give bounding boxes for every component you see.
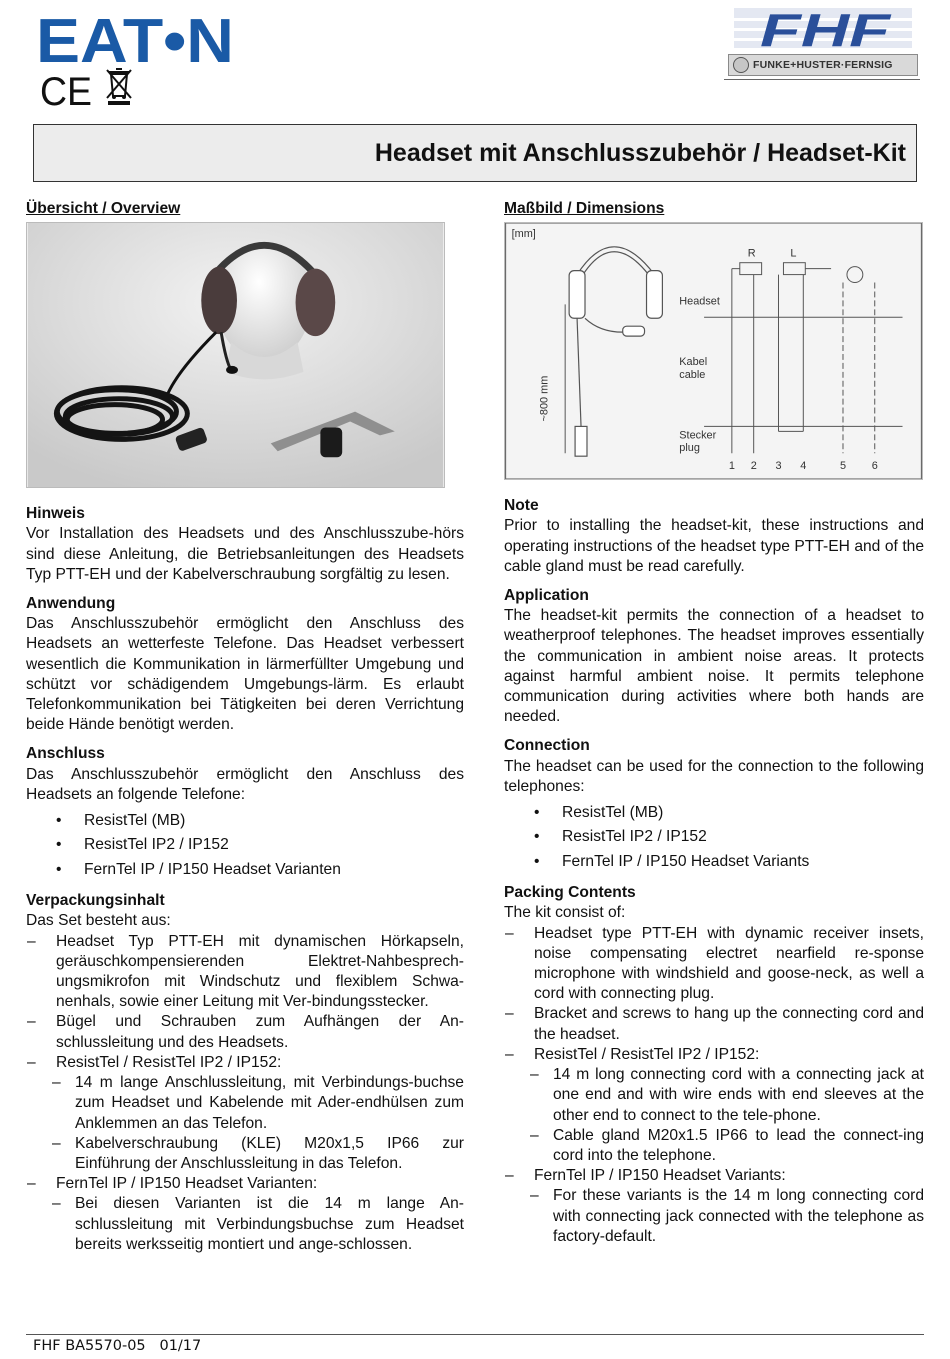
packing-item-text: FernTel IP / IP150 Headset Variants: <box>534 1167 786 1185</box>
fhf-logo-text: FHF <box>760 6 893 52</box>
packing-item-text: Bracket and screws to hang up the connecting cord and the headset. <box>534 1005 924 1043</box>
packing-sublist <box>51 1194 464 1255</box>
ce-mark-icon <box>40 72 96 108</box>
packing-item-text: Bügel und Schrauben zum Aufhängen der An-schlussleitung und des Headsets. <box>56 1013 464 1051</box>
connection-list-en <box>504 801 924 874</box>
packing-title: Verpackungsinhalt <box>26 892 165 910</box>
headset-label: Headset <box>679 295 720 308</box>
list-item <box>504 1045 924 1166</box>
cable-label: cable <box>679 368 706 381</box>
list-item <box>504 924 924 1005</box>
overview-title: Übersicht / Overview <box>26 200 181 217</box>
dimension-drawing <box>504 222 923 480</box>
headset-product-photo <box>26 222 445 488</box>
hint-title: Hinweis <box>26 505 85 523</box>
pin-label: 1 <box>728 460 735 473</box>
kabel-label: Kabel <box>679 355 708 368</box>
pin-label: 5 <box>840 460 847 473</box>
list-item: – For these variants is the 14 m long connecting cord with connecting jack connected with the telephone as factory-default. <box>529 1186 924 1247</box>
packing-item-text: Headset Typ PTT-EH mit dynamischen Hörkapseln, geräuschkompensierenden Elektret-Nahbesprech-ungsmikrofon mit Windschutz und flexiblem Schwa-nenhals, sowie einer Leitung mit Ver-bindungsstecker. <box>56 932 464 1011</box>
list-item: – 14 m lange Anschlussleitung, mit Verbindungs-buchse zum Headset und Kabelende mit Ader-endhülsen zum Anklemmen an das Telefon. <box>51 1073 464 1134</box>
pin-label: 4 <box>800 460 807 473</box>
packing-list <box>26 932 464 1255</box>
list-item: – Kabelverschraubung (KLE) M20x1,5 IP66 zur Einführung der Anschlussleitung in das Telefon. <box>51 1134 464 1174</box>
list-item <box>504 1004 924 1044</box>
packing-sublist <box>529 1065 924 1166</box>
connection-list <box>26 809 464 882</box>
fhf-subtitle: FUNKE+HUSTER·FERNSIG <box>753 59 893 71</box>
list-item <box>26 1053 464 1174</box>
weee-bin-icon <box>104 66 134 106</box>
application-text-en: The headset-kit permits the connection of a headset to weatherproof telephones. The headset improves essentially the communication in ambient noise areas. It protects against harmful ambient noise. It permits telephone communication during activities where both hands are needed. <box>504 607 924 726</box>
footer-divider <box>26 1334 924 1335</box>
title-box <box>33 124 917 182</box>
unit-label: [mm] <box>511 227 536 240</box>
ce-mark-text: CE <box>40 72 92 108</box>
fhf-logo <box>724 6 920 80</box>
list-item: – Bei diesen Varianten ist die 14 m lange An-schlussleitung mit Verbindungsbuchse zum Headset bereits werksseitig montiert und ange-schlossen. <box>51 1194 464 1255</box>
list-item <box>26 1174 464 1255</box>
list-item: • ResistTel (MB) <box>26 809 464 833</box>
stecker-label: Stecker <box>679 429 717 442</box>
application-title-en: Application <box>504 587 589 605</box>
hint-text: Vor Installation des Headsets und des Anschlusszube-hörs sind diese Anleitung, die Betriebsanleitungen des Headsets Typ PTT-EH und der Kabelverschraubung sorgfältig zu lesen. <box>26 525 464 583</box>
note-title: Note <box>504 497 539 515</box>
packing-item-text: Headset type PTT-EH with dynamic receiver insets, noise compensating electret nearfield re-sponse microphone with windshield and goose-neck, as well a cord with connecting plug. <box>534 924 924 1003</box>
connection-title-en: Connection <box>504 737 590 755</box>
pin-label: 2 <box>750 460 757 473</box>
packing-item-text: ResistTel / ResistTel IP2 / IP152: <box>56 1053 282 1071</box>
connection-title: Anschluss <box>26 745 105 763</box>
packing-sublist <box>51 1073 464 1174</box>
packing-intro-en: The kit consist of: <box>504 904 626 922</box>
length-label: ~800 mm <box>538 375 551 422</box>
eaton-logo <box>36 10 236 66</box>
packing-item-text: ResistTel / ResistTel IP2 / IP152: <box>534 1045 760 1063</box>
right-column <box>504 198 924 1247</box>
packing-sublist <box>529 1186 924 1247</box>
packing-title-en: Packing Contents <box>504 884 636 902</box>
list-item <box>26 1012 464 1052</box>
left-column <box>26 198 464 1255</box>
fhf-seal-icon <box>733 57 749 73</box>
list-item: – 14 m long connecting cord with a connecting jack at one end and with wire ends with end sleeves at the other end to connect to the tele-phone. <box>529 1065 924 1126</box>
r-label: R <box>747 247 756 260</box>
fhf-logo-mark <box>730 6 916 52</box>
pin-label: 3 <box>775 460 782 473</box>
fhf-subtitle-bar <box>728 54 918 76</box>
footer-doc-id: FHF BA5570-05 01/17 <box>33 1338 202 1354</box>
list-item <box>26 932 464 1013</box>
dimensions-title: Maßbild / Dimensions <box>504 200 665 217</box>
eaton-logo-text: EAT•N <box>36 10 234 66</box>
list-item: • FernTel IP / IP150 Headset Variants <box>504 850 924 874</box>
pin-label: 6 <box>871 460 878 473</box>
application-text: Das Anschlusszubehör ermöglicht den Anschluss des Headsets an wetterfeste Telefone. Das Headset verbessert wesentlich die Kommunikation in lärmerfüllter Umgebung und schützt vor schädigendem Umgebungs-lärm. Es erlaubt Telefonkommunikation bei Tätigkeiten bei deren Verrichtung beide Hände benötigt werden. <box>26 615 464 734</box>
list-item: • ResistTel (MB) <box>504 801 924 825</box>
note-text: Prior to installing the headset-kit, these instructions and operating instructions of the headset type PTT-EH and of the cable gland must be read carefully. <box>504 517 924 575</box>
l-label: L <box>790 247 797 260</box>
list-item: • FernTel IP / IP150 Headset Varianten <box>26 858 464 882</box>
list-item <box>504 1166 924 1247</box>
packing-list-en <box>504 924 924 1247</box>
list-item: • ResistTel IP2 / IP152 <box>26 833 464 857</box>
packing-intro: Das Set besteht aus: <box>26 912 171 930</box>
connection-text-en: The headset can be used for the connection to the following telephones: <box>504 757 924 795</box>
document-title: Headset mit Anschlusszubehör / Headset-Kit <box>374 138 906 167</box>
list-item: – Cable gland M20x1.5 IP66 to lead the connect-ing cord into the telephone. <box>529 1126 924 1166</box>
packing-item-text: FernTel IP / IP150 Headset Varianten: <box>56 1175 318 1193</box>
plug-label: plug <box>679 442 700 455</box>
application-title: Anwendung <box>26 595 116 613</box>
list-item: • ResistTel IP2 / IP152 <box>504 825 924 849</box>
connection-text: Das Anschlusszubehör ermöglicht den Anschluss des Headsets an folgende Telefone: <box>26 765 464 803</box>
